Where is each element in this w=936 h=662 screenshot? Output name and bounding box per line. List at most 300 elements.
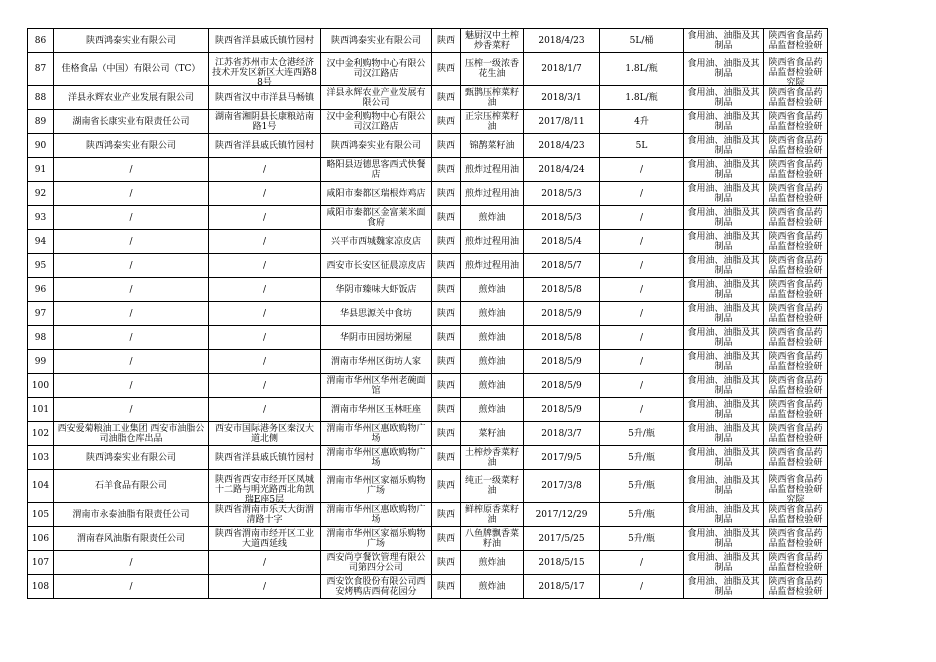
production-date-cell	[524, 110, 600, 134]
table-row	[28, 503, 828, 527]
food-category-cell	[684, 278, 764, 302]
production-date-text: 2017/12/29	[535, 509, 588, 520]
food-category-text: 食用油、油脂及其制品	[687, 351, 760, 372]
production-date-text: 2018/5/9	[541, 356, 582, 367]
province-cell	[432, 302, 461, 326]
producer-cell	[54, 326, 209, 350]
producer-text: 渭南春风油脂有限责任公司	[76, 533, 185, 544]
food-category-text: 食用油、油脂及其制品	[687, 159, 760, 180]
province-cell	[432, 86, 461, 110]
product-name-cell	[461, 206, 524, 230]
producer-text: 洋县永辉农业产业发展有限公司	[67, 92, 194, 103]
product-name-text: 煎炸油	[478, 356, 506, 367]
food-category-cell	[684, 326, 764, 350]
producer-cell	[54, 230, 209, 254]
production-date-text: 2018/5/7	[541, 260, 582, 271]
producer-text: 陕西鸿泰实业有限公司	[85, 35, 176, 46]
producer-address-text: /	[262, 308, 267, 319]
producer-address-text: /	[262, 581, 267, 592]
producer-address-cell	[209, 134, 321, 158]
testing-agency-cell	[764, 575, 828, 599]
table-row	[28, 350, 828, 374]
testing-agency-cell	[764, 446, 828, 470]
row-number-text: 98	[34, 332, 47, 343]
product-name-cell	[461, 527, 524, 551]
specification-text: 5升/瓶	[628, 533, 655, 544]
sampled-unit-text: 渭南市华州区华州老碗面馆	[326, 375, 426, 396]
specification-text: 5升/瓶	[628, 452, 655, 463]
food-category-cell	[684, 206, 764, 230]
row-number-cell	[28, 278, 54, 302]
producer-cell	[54, 575, 209, 599]
production-date-text: 2018/5/3	[541, 212, 582, 223]
table-row	[28, 158, 828, 182]
producer-address-text: /	[262, 236, 267, 247]
producer-address-text: /	[262, 284, 267, 295]
specification-text: 1.8L/瓶	[625, 92, 658, 103]
province-cell	[432, 470, 461, 503]
product-name-cell	[461, 398, 524, 422]
production-date-text: 2017/5/25	[538, 533, 585, 544]
testing-agency-text: 陕西省食品药品监督检验研	[768, 504, 823, 525]
product-name-cell	[461, 29, 524, 53]
product-name-text: 煎炸油	[478, 332, 506, 343]
sampled-unit-text: 汉中金利购物中心有限公司汉江路店	[326, 59, 426, 79]
testing-agency-cell	[764, 254, 828, 278]
row-number-text: 104	[31, 481, 50, 491]
product-name-text: 煎炸油	[478, 380, 506, 391]
row-number-text: 87	[34, 64, 47, 74]
row-number-cell	[28, 326, 54, 350]
production-date-text: 2018/3/1	[541, 92, 582, 103]
row-number-cell	[28, 230, 54, 254]
province-cell	[432, 230, 461, 254]
producer-address-text: /	[262, 380, 267, 391]
row-number-cell	[28, 110, 54, 134]
testing-agency-text: 陕西省食品药品监督检验研究院	[768, 475, 823, 505]
product-name-cell	[461, 374, 524, 398]
sampling-results-table	[27, 28, 828, 599]
province-cell	[432, 254, 461, 278]
producer-address-text: 陕西省洋县戚氏镇竹园村	[214, 35, 314, 46]
product-name-text: 煎炸油	[478, 308, 506, 319]
province-cell	[432, 29, 461, 53]
province-cell	[432, 374, 461, 398]
testing-agency-text: 陕西省食品药品监督检验研	[768, 183, 823, 204]
production-date-cell	[524, 230, 600, 254]
product-name-text: 土榨炒香菜籽油	[464, 447, 519, 468]
testing-agency-text: 陕西省食品药品监督检验研	[768, 399, 823, 420]
food-category-cell	[684, 254, 764, 278]
testing-agency-cell	[764, 527, 828, 551]
sampled-unit-cell	[321, 86, 432, 110]
sampled-unit-text: 西安市长安区征晨凉皮店	[326, 260, 426, 271]
sampled-unit-text: 陕西鸿泰实业有限公司	[330, 35, 421, 46]
testing-agency-text: 陕西省食品药品监督检验研	[768, 327, 823, 348]
province-cell	[432, 278, 461, 302]
producer-address-cell	[209, 53, 321, 86]
row-number-text: 89	[34, 116, 47, 127]
food-category-text: 食用油、油脂及其制品	[687, 87, 760, 108]
specification-cell	[600, 326, 684, 350]
row-number-text: 101	[31, 404, 50, 415]
specification-cell	[600, 302, 684, 326]
province-cell	[432, 575, 461, 599]
product-name-text: 煎炸油	[478, 557, 506, 568]
testing-agency-text: 陕西省食品药品监督检验研	[768, 303, 823, 324]
province-text: 陕西	[436, 481, 455, 491]
producer-address-text: 西安市国际港务区秦汉大道北侧	[214, 423, 314, 444]
producer-cell	[54, 254, 209, 278]
food-category-text: 食用油、油脂及其制品	[687, 399, 760, 420]
production-date-cell	[524, 575, 600, 599]
food-category-text: 食用油、油脂及其制品	[687, 447, 760, 468]
sampled-unit-text: 洋县永辉农业产业发展有限公司	[326, 87, 426, 108]
table-row	[28, 110, 828, 134]
table-row	[28, 278, 828, 302]
producer-cell	[54, 278, 209, 302]
row-number-text: 96	[34, 284, 47, 295]
testing-agency-cell	[764, 350, 828, 374]
testing-agency-cell	[764, 86, 828, 110]
production-date-text: 2018/4/24	[538, 164, 585, 175]
testing-agency-cell	[764, 134, 828, 158]
production-date-text: 2018/5/4	[541, 236, 582, 247]
product-name-text: 煎炸过程用油	[464, 236, 519, 247]
specification-cell	[600, 446, 684, 470]
producer-text: /	[129, 581, 133, 592]
row-number-text: 94	[34, 236, 47, 247]
producer-address-cell	[209, 422, 321, 446]
food-category-text: 食用油、油脂及其制品	[687, 255, 760, 276]
sampled-unit-cell	[321, 470, 432, 503]
province-cell	[432, 110, 461, 134]
table-row	[28, 422, 828, 446]
product-name-text: 煎炸油	[478, 404, 506, 415]
producer-address-cell	[209, 302, 321, 326]
sampled-unit-cell	[321, 230, 432, 254]
producer-text: /	[129, 260, 133, 271]
specification-text: /	[639, 164, 644, 175]
production-date-cell	[524, 398, 600, 422]
testing-agency-text: 陕西省食品药品监督检验研	[768, 351, 823, 372]
product-name-text: 纯正一级菜籽油	[464, 476, 519, 496]
specification-cell	[600, 422, 684, 446]
testing-agency-cell	[764, 158, 828, 182]
table-row	[28, 575, 828, 599]
testing-agency-text: 陕西省食品药品监督检验研	[768, 159, 823, 180]
production-date-cell	[524, 470, 600, 503]
specification-cell	[600, 527, 684, 551]
sampled-unit-text: 华阴市田园坊粥屋	[339, 332, 412, 343]
product-name-text: 鲜榨原香菜籽油	[464, 504, 519, 525]
sampled-unit-cell	[321, 134, 432, 158]
producer-cell	[54, 134, 209, 158]
food-category-text: 食用油、油脂及其制品	[687, 476, 760, 496]
food-category-text: 食用油、油脂及其制品	[687, 375, 760, 396]
testing-agency-cell	[764, 398, 828, 422]
production-date-cell	[524, 326, 600, 350]
producer-cell	[54, 503, 209, 527]
producer-text: 石羊食品有限公司	[94, 481, 167, 491]
sampled-unit-cell	[321, 110, 432, 134]
specification-cell	[600, 503, 684, 527]
producer-address-text: 陕西省渭南市经开区工业大道西延线	[214, 528, 314, 549]
product-name-cell	[461, 326, 524, 350]
testing-agency-cell	[764, 503, 828, 527]
row-number-cell	[28, 182, 54, 206]
sampled-unit-cell	[321, 446, 432, 470]
food-category-cell	[684, 503, 764, 527]
producer-address-cell	[209, 446, 321, 470]
producer-cell	[54, 470, 209, 503]
producer-address-text: /	[262, 557, 267, 568]
production-date-text: 2018/5/9	[541, 308, 582, 319]
province-cell	[432, 326, 461, 350]
specification-cell	[600, 230, 684, 254]
food-category-text: 食用油、油脂及其制品	[687, 207, 760, 228]
producer-address-cell	[209, 29, 321, 53]
producer-address-cell	[209, 110, 321, 134]
food-category-text: 食用油、油脂及其制品	[687, 576, 760, 597]
province-text: 陕西	[436, 557, 455, 568]
specification-text: 5升/瓶	[628, 428, 655, 439]
sampled-unit-text: 渭南市华州区惠欧购物广场	[326, 447, 426, 468]
specification-text: 5L/桶	[629, 35, 654, 46]
food-category-cell	[684, 422, 764, 446]
food-category-text: 食用油、油脂及其制品	[687, 504, 760, 525]
product-name-text: 煎炸过程用油	[464, 188, 519, 199]
testing-agency-text: 陕西省食品药品监督检验研	[768, 87, 823, 108]
province-text: 陕西	[436, 284, 455, 295]
producer-cell	[54, 86, 209, 110]
producer-text: 湖南省长康实业有限责任公司	[72, 116, 190, 127]
food-category-text: 食用油、油脂及其制品	[687, 552, 760, 573]
specification-cell	[600, 278, 684, 302]
row-number-text: 105	[31, 509, 50, 520]
specification-cell	[600, 470, 684, 503]
testing-agency-text: 陕西省食品药品监督检验研	[768, 528, 823, 549]
producer-address-cell	[209, 278, 321, 302]
producer-text: /	[129, 188, 133, 199]
sampled-unit-cell	[321, 53, 432, 86]
product-name-cell	[461, 503, 524, 527]
food-category-text: 食用油、油脂及其制品	[687, 30, 760, 51]
product-name-cell	[461, 158, 524, 182]
production-date-cell	[524, 29, 600, 53]
testing-agency-text: 陕西省食品药品监督检验研	[768, 255, 823, 276]
sampled-unit-cell	[321, 158, 432, 182]
production-date-cell	[524, 182, 600, 206]
producer-text: 西安爱菊粮油工业集团 西安市油脂公司油脂仓库出品	[57, 423, 205, 444]
producer-address-cell	[209, 86, 321, 110]
testing-agency-cell	[764, 182, 828, 206]
food-category-cell	[684, 29, 764, 53]
specification-cell	[600, 86, 684, 110]
producer-cell	[54, 53, 209, 86]
row-number-text: 95	[34, 260, 47, 271]
specification-text: 5L	[635, 140, 648, 151]
specification-cell	[600, 53, 684, 86]
table-row	[28, 374, 828, 398]
food-category-cell	[684, 398, 764, 422]
row-number-cell	[28, 158, 54, 182]
testing-agency-text: 陕西省食品药品监督检验研	[768, 552, 823, 573]
specification-text: /	[639, 308, 644, 319]
food-category-cell	[684, 86, 764, 110]
sampled-unit-text: 渭南市华州区家福乐购物广场	[326, 528, 426, 549]
row-number-cell	[28, 503, 54, 527]
sampled-unit-cell	[321, 206, 432, 230]
sampled-unit-cell	[321, 182, 432, 206]
province-text: 陕西	[436, 92, 455, 103]
table-row	[28, 53, 828, 86]
specification-text: /	[639, 260, 644, 271]
product-name-cell	[461, 302, 524, 326]
producer-address-cell	[209, 326, 321, 350]
province-cell	[432, 350, 461, 374]
specification-text: /	[639, 332, 644, 343]
producer-text: 渭南市永泰油脂有限责任公司	[72, 509, 190, 520]
sampled-unit-text: 渭南市华州区玉林旺座	[330, 404, 421, 415]
specification-cell	[600, 206, 684, 230]
testing-agency-text: 陕西省食品药品监督检验研	[768, 111, 823, 132]
sampled-unit-cell	[321, 302, 432, 326]
product-name-cell	[461, 134, 524, 158]
province-text: 陕西	[436, 356, 455, 367]
product-name-text: 煎炸过程用油	[464, 164, 519, 175]
specification-text: 5升/瓶	[628, 481, 655, 491]
sampled-unit-cell	[321, 350, 432, 374]
province-cell	[432, 503, 461, 527]
row-number-text: 93	[34, 212, 47, 223]
testing-agency-text: 陕西省食品药品监督检验研	[768, 423, 823, 444]
producer-cell	[54, 29, 209, 53]
producer-address-cell	[209, 350, 321, 374]
row-number-cell	[28, 575, 54, 599]
product-name-cell	[461, 254, 524, 278]
province-text: 陕西	[436, 35, 455, 46]
row-number-text: 106	[31, 533, 50, 544]
production-date-cell	[524, 446, 600, 470]
row-number-cell	[28, 422, 54, 446]
production-date-cell	[524, 278, 600, 302]
producer-cell	[54, 422, 209, 446]
table-row	[28, 206, 828, 230]
testing-agency-text: 陕西省食品药品监督检验研	[768, 135, 823, 156]
production-date-cell	[524, 254, 600, 278]
row-number-text: 108	[31, 581, 50, 592]
province-text: 陕西	[436, 380, 455, 391]
specification-text: /	[639, 404, 644, 415]
food-category-cell	[684, 110, 764, 134]
specification-text: /	[639, 380, 644, 391]
testing-agency-text: 陕西省食品药品监督检验研	[768, 279, 823, 300]
producer-text: /	[129, 404, 133, 415]
specification-cell	[600, 575, 684, 599]
province-cell	[432, 182, 461, 206]
production-date-cell	[524, 422, 600, 446]
producer-address-text: /	[262, 404, 267, 415]
producer-cell	[54, 302, 209, 326]
product-name-cell	[461, 230, 524, 254]
product-name-cell	[461, 446, 524, 470]
testing-agency-cell	[764, 206, 828, 230]
producer-address-text: 陕西省汉中市洋县马畅镇	[214, 92, 314, 103]
food-category-text: 食用油、油脂及其制品	[687, 279, 760, 300]
specification-text: 1.8L/瓶	[625, 64, 658, 74]
specification-text: /	[639, 284, 644, 295]
testing-agency-text: 陕西省食品药品监督检验研	[768, 231, 823, 252]
producer-cell	[54, 158, 209, 182]
sampled-unit-cell	[321, 575, 432, 599]
sampled-unit-cell	[321, 326, 432, 350]
producer-address-cell	[209, 551, 321, 575]
row-number-cell	[28, 551, 54, 575]
food-category-cell	[684, 374, 764, 398]
product-name-text: 锦鹊菜籽油	[469, 140, 515, 151]
producer-address-cell	[209, 503, 321, 527]
sampled-unit-text: 华县思源关中食坊	[339, 308, 412, 319]
product-name-cell	[461, 470, 524, 503]
producer-address-text: /	[262, 332, 267, 343]
production-date-cell	[524, 374, 600, 398]
producer-cell	[54, 398, 209, 422]
sampled-unit-cell	[321, 374, 432, 398]
specification-cell	[600, 182, 684, 206]
row-number-cell	[28, 302, 54, 326]
sampled-unit-cell	[321, 29, 432, 53]
row-number-text: 100	[31, 380, 50, 391]
row-number-text: 102	[31, 428, 50, 439]
food-category-text: 食用油、油脂及其制品	[687, 111, 760, 132]
product-name-cell	[461, 350, 524, 374]
producer-address-text: 陕西省洋县戚氏镇竹园村	[214, 140, 314, 151]
product-name-cell	[461, 551, 524, 575]
producer-address-cell	[209, 182, 321, 206]
producer-text: /	[129, 236, 133, 247]
sampled-unit-text: 汉中金利购物中心有限公司汉江路店	[326, 111, 426, 132]
testing-agency-text: 陕西省食品药品监督检验研究院	[768, 58, 823, 88]
sampled-unit-text: 渭南市华州区街坊人家	[330, 356, 421, 367]
food-category-cell	[684, 158, 764, 182]
row-number-text: 99	[34, 356, 47, 367]
food-category-cell	[684, 134, 764, 158]
table-row	[28, 398, 828, 422]
province-text: 陕西	[436, 581, 455, 592]
row-number-cell	[28, 470, 54, 503]
sampled-unit-text: 陕西鸿泰实业有限公司	[330, 140, 421, 151]
production-date-text: 2017/3/8	[541, 481, 582, 491]
producer-address-cell	[209, 575, 321, 599]
table-row	[28, 302, 828, 326]
table-row	[28, 326, 828, 350]
food-category-text: 食用油、油脂及其制品	[687, 183, 760, 204]
producer-address-text: 陕西省西安市经开区凤城十二路与明光路西北角凯瑞E座5层	[214, 475, 314, 505]
testing-agency-cell	[764, 230, 828, 254]
food-category-cell	[684, 53, 764, 86]
producer-address-cell	[209, 254, 321, 278]
producer-address-cell	[209, 527, 321, 551]
specification-cell	[600, 254, 684, 278]
food-category-text: 食用油、油脂及其制品	[687, 59, 760, 79]
production-date-cell	[524, 527, 600, 551]
food-category-cell	[684, 470, 764, 503]
production-date-text: 2017/9/5	[541, 452, 582, 463]
producer-address-text: /	[262, 212, 267, 223]
food-category-cell	[684, 182, 764, 206]
production-date-text: 2018/5/15	[538, 557, 585, 568]
